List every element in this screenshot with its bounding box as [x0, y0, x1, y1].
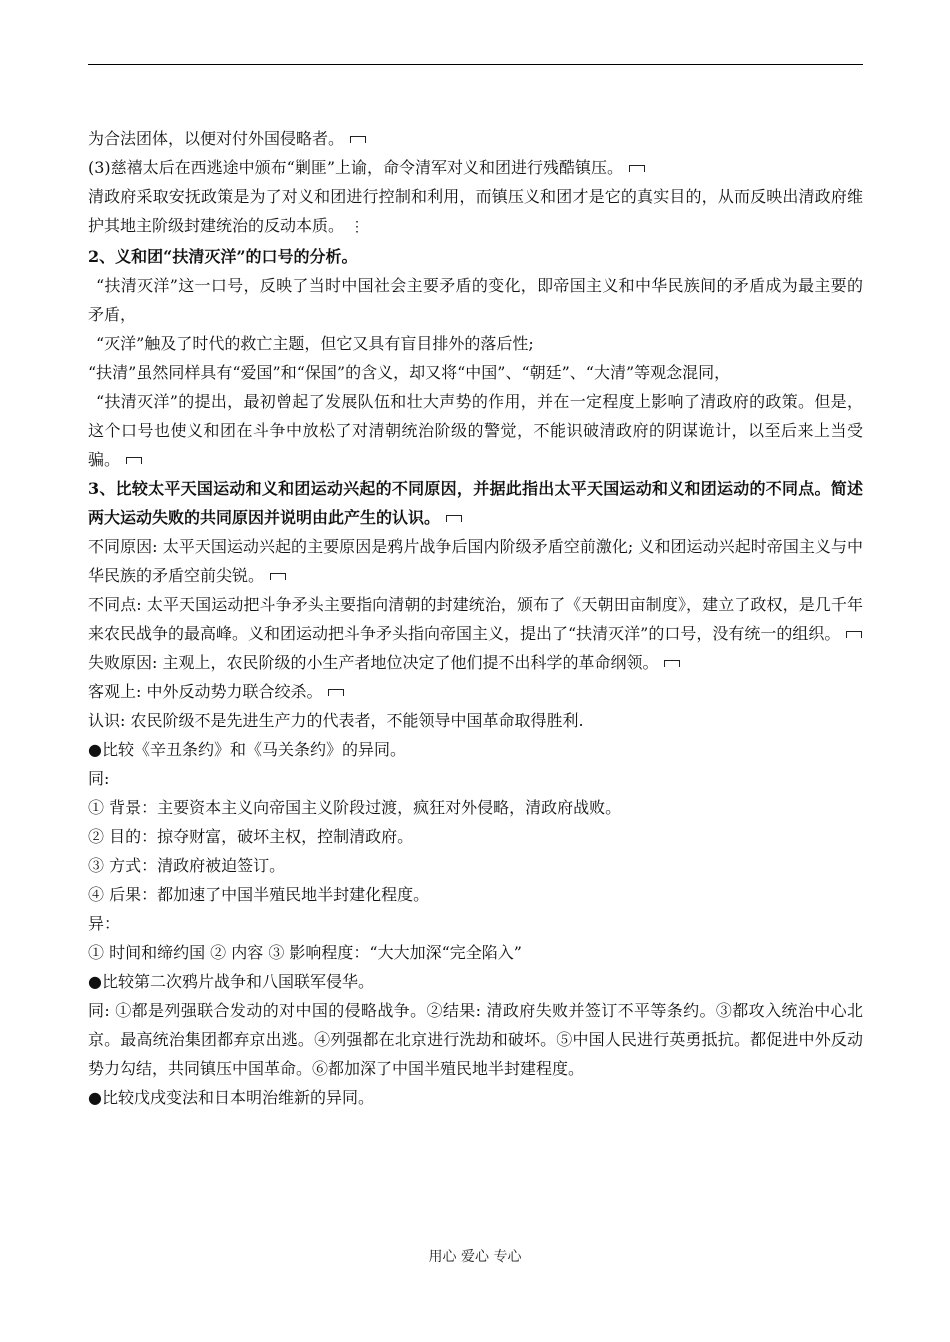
paragraph-text: 为合法团体，以便对付外国侵略者。	[88, 129, 345, 148]
annotation-mark-icon	[629, 165, 645, 172]
paragraph	[88, 764, 863, 793]
paragraph-text: 2、义和团“扶清灭洋”的口号的分析。	[88, 247, 358, 266]
paragraph-text: 不同原因: 太平天国运动兴起的主要原因是鸦片战争后国内阶级矛盾空前激化; 义和团运动兴起时帝国主义与中华民族的矛盾空前尖锐。	[88, 537, 863, 585]
paragraph	[88, 909, 863, 938]
annotation-mark-icon	[126, 457, 142, 464]
annotation-mark-icon	[846, 631, 862, 638]
page-footer: 用心 爱心 专心	[428, 1249, 522, 1265]
paragraph-text: 认识: 农民阶级不是先进生产力的代表者，不能领导中国革命取得胜利.	[88, 711, 584, 730]
ellipsis-mark-icon: ⋮	[350, 219, 365, 235]
paragraph-text: 异：	[88, 914, 121, 933]
paragraph	[88, 967, 863, 996]
paragraph-text: ① 背景：主要资本主义向帝国主义阶段过渡，疯狂对外侵略，清政府战败。	[88, 798, 622, 817]
paragraph-text: ●比较第二次鸦片战争和八国联军侵华。	[88, 972, 374, 991]
paragraph-text: ④ 后果：都加速了中国半殖民地半封建化程度。	[88, 885, 430, 904]
paragraph	[88, 851, 863, 880]
paragraph	[88, 590, 863, 648]
paragraph-text: 同: ①都是列强联合发动的对中国的侵略战争。②结果: 清政府失败并签订不平等条约。③都攻入统治中心北京。最高统治集团都弃京出逃。④列强都在北京进行洗劫和破坏。⑤中国人民进行英勇抵抗。都促进中外反动势力勾结，共同镇压中国革命。⑥都加深了中国半殖民地半封建程度。	[88, 1001, 863, 1078]
paragraph-text: ① 时间和缔约国 ② 内容 ③ 影响程度：“大大加深“完全陷入”	[88, 943, 522, 962]
paragraph	[88, 329, 863, 358]
paragraph	[88, 880, 863, 909]
paragraph-text: 不同点: 太平天国运动把斗争矛头主要指向清朝的封建统治，颁布了《天朝田亩制度》，建立了政权，是几千年来农民战争的最高峰。义和团运动把斗争矛头指向帝国主义，提出了“扶清灭洋”的口号，没有统一的组织。	[88, 595, 863, 643]
paragraph	[88, 938, 863, 967]
paragraph-text: “扶清”虽然同样具有“爱国”和“保国”的含义，却又将“中国”、“朝廷”、“大清”等观念混同，	[88, 363, 731, 382]
document-body	[88, 124, 863, 1112]
paragraph-text: (3)慈禧太后在西逃途中颁布“剿匪”上谕，命令清军对义和团进行残酷镇压。	[88, 158, 624, 177]
paragraph-text: “扶清灭洋”的提出，最初曾起了发展队伍和壮大声势的作用，并在一定程度上影响了清政府的政策。但是，这个口号也使义和团在斗争中放松了对清朝统治阶级的警觉，不能识破清政府的阴谋诡计，以至后来上当受骗。	[88, 392, 863, 469]
paragraph-text: “扶清灭洋”这一口号，反映了当时中国社会主要矛盾的变化，即帝国主义和中华民族间的矛盾成为最主要的矛盾，	[88, 276, 863, 324]
paragraph	[88, 532, 863, 590]
paragraph-text: “灭洋”触及了时代的救亡主题，但它又具有盲目排外的落后性;	[96, 334, 534, 353]
paragraph-text: 同:	[88, 769, 110, 788]
paragraph	[88, 996, 863, 1083]
paragraph-text: ③ 方式：清政府被迫签订。	[88, 856, 286, 875]
paragraph-text: 客观上: 中外反动势力联合绞杀。	[88, 682, 323, 701]
section-heading	[88, 242, 863, 271]
paragraph-text: 清政府采取安抚政策是为了对义和团进行控制和利用，而镇压义和团才是它的真实目的，从而反映出清政府维护其地主阶级封建统治的反动本质。	[88, 187, 863, 235]
paragraph-text: ●比较戊戌变法和日本明治维新的异同。	[88, 1088, 374, 1107]
annotation-mark-icon	[270, 573, 286, 580]
paragraph-text: ② 目的：掠夺财富，破坏主权，控制清政府。	[88, 827, 414, 846]
paragraph-text: 3、比较太平天国运动和义和团运动兴起的不同原因，并据此指出太平天国运动和义和团运动的不同点。简述两大运动失败的共同原因并说明由此产生的认识。	[88, 479, 863, 527]
paragraph-text: ●比较《辛丑条约》和《马关条约》的异同。	[88, 740, 406, 759]
paragraph	[88, 153, 863, 182]
paragraph	[88, 271, 863, 329]
annotation-mark-icon	[446, 515, 462, 522]
paragraph	[88, 822, 863, 851]
paragraph	[88, 648, 863, 677]
paragraph	[88, 735, 863, 764]
header-rule	[88, 64, 863, 65]
annotation-mark-icon	[350, 136, 366, 143]
annotation-mark-icon	[328, 689, 344, 696]
paragraph	[88, 706, 863, 735]
paragraph	[88, 677, 863, 706]
paragraph	[88, 387, 863, 474]
section-heading	[88, 474, 863, 532]
paragraph-text: 失败原因: 主观上，农民阶级的小生产者地位决定了他们提不出科学的革命纲领。	[88, 653, 659, 672]
paragraph	[88, 1083, 863, 1112]
paragraph	[88, 358, 863, 387]
annotation-mark-icon	[664, 660, 680, 667]
paragraph	[88, 793, 863, 822]
paragraph	[88, 182, 863, 242]
paragraph	[88, 124, 863, 153]
